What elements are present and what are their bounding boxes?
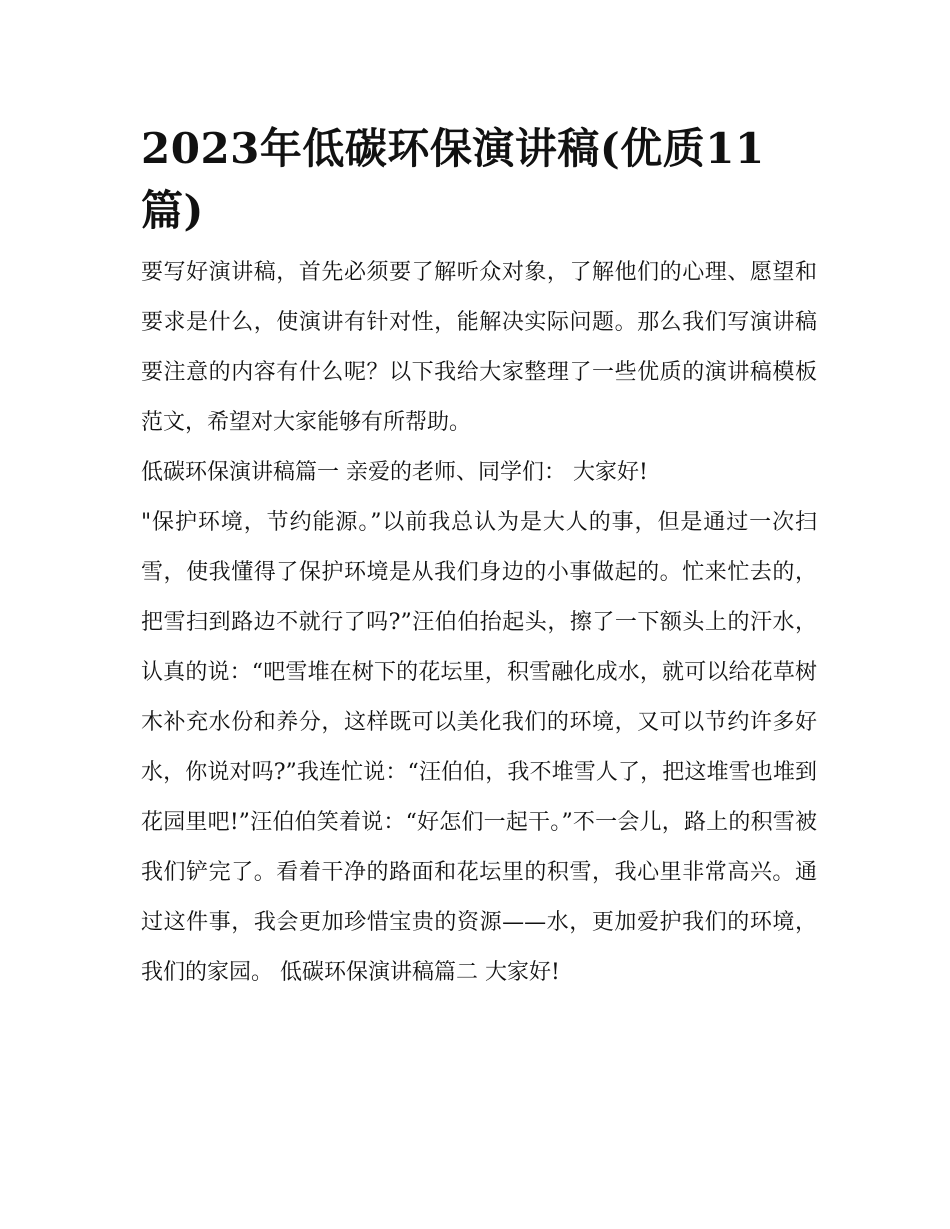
document-title: 2023年低碳环保演讲稿(优质11篇) xyxy=(141,124,765,235)
intro-paragraph: 要写好演讲稿，首先必须要了解听众对象，了解他们的心理、愿望和要求是什么，使演讲有针对性，能解决实际问题。那么我们写演讲稿要注意的内容有什么呢？以下我给大家整理了一些优质的演讲稿模板范文，希望对大家能够有所帮助。 xyxy=(141,260,817,435)
document-body xyxy=(141,248,817,998)
section-heading-paragraph: 低碳环保演讲稿篇一 亲爱的老师、同学们： 大家好! xyxy=(141,460,648,485)
document-page xyxy=(141,118,817,1178)
story-paragraph: "保护环境，节约能源。”以前我总认为是大人的事，但是通过一次扫雪，使我懂得了保护环境是从我们身边的小事做起的。忙来忙去的，把雪扫到路边不就行了吗?”汪伯伯抬起头，擦了一下额头上的汗水，认真的说：“吧雪堆在树下的花坛里，积雪融化成水，就可以给花草树木补充水份和养分，这样既可以美化我们的环境，又可以节约许多好水，你说对吗?”我连忙说：“汪伯伯，我不堆雪人了，把这堆雪也堆到花园里吧!”汪伯伯笑着说：“好怎们一起干。”不一会儿，路上的积雪被我们铲完了。看着干净的路面和花坛里的积雪，我心里非常高兴。通过这件事，我会更加珍惜宝贵的资源——水，更加爱护我们的环境，我们的家园。 低碳环保演讲稿篇二 大家好! xyxy=(141,510,817,985)
